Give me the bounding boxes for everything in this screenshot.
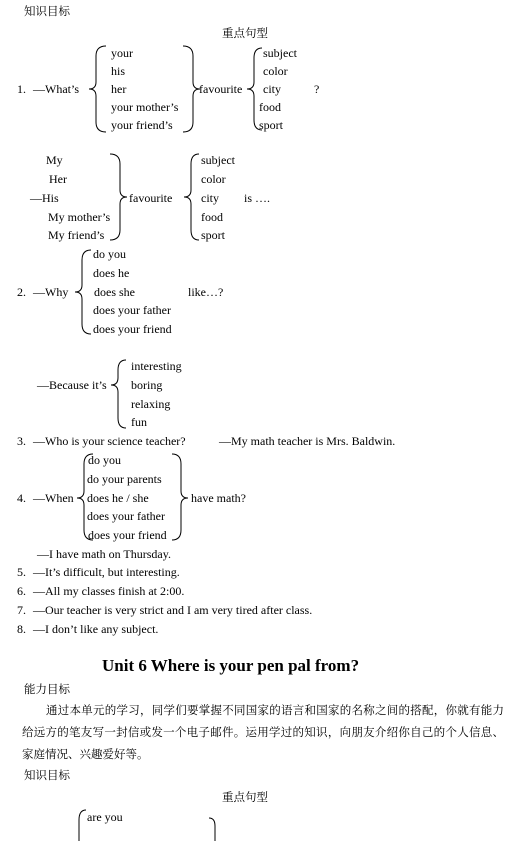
option: your [111, 46, 133, 60]
answer-lead: —His [30, 191, 59, 205]
item-number: 8. [17, 622, 26, 636]
option: city [263, 82, 281, 96]
option: My mother’s [48, 210, 111, 224]
option: food [201, 210, 223, 224]
option: sport [259, 118, 283, 132]
option: do you [93, 247, 126, 261]
intro-paragraph: 通过本单元的学习，同学们要掌握不同国家的语言和国家的名称之间的搭配，你就有能力给远方的笔友写一封信或发一个电子邮件。运用学过的知识，向朋友介绍你自己的个人信息、家庭情况、兴趣爱好等。 [22, 703, 504, 761]
sentence: —All my classes finish at 2:00. [33, 584, 185, 598]
keyword: favourite [129, 191, 173, 205]
left-brace [75, 250, 91, 334]
subheading: 重点句型 [222, 26, 268, 40]
option: does he / she [87, 491, 149, 505]
subheading: 重点句型 [222, 790, 268, 804]
option: sport [201, 228, 225, 242]
option: do you [88, 453, 121, 467]
left-brace [89, 46, 106, 132]
question-lead: —What’s [33, 82, 79, 96]
option: does your father [87, 509, 165, 523]
question-lead: —Why [33, 285, 69, 299]
option: Her [49, 172, 67, 186]
option: does he [93, 266, 130, 280]
item-number: 1. [17, 82, 26, 96]
left-brace [184, 154, 199, 240]
option: are you [87, 810, 123, 824]
option: My [46, 153, 63, 167]
item-number: 2. [17, 285, 26, 299]
option: subject [263, 46, 297, 60]
sentence: —Our teacher is very strict and I am very tired after class. [33, 603, 313, 617]
question-end: like…? [188, 285, 224, 299]
item-number: 5. [17, 565, 26, 579]
option: fun [131, 415, 147, 429]
right-brace [209, 818, 215, 841]
option: his [111, 64, 126, 78]
question-text: —Who is your science teacher? [33, 434, 186, 448]
sentence: —I don’t like any subject. [33, 622, 159, 636]
item-number: 4. [17, 491, 26, 505]
option: color [263, 64, 288, 78]
left-brace [79, 810, 86, 841]
right-brace [110, 154, 127, 240]
question-lead: —When [33, 491, 74, 505]
right-brace [172, 454, 188, 540]
section-heading: 能力目标 [24, 682, 70, 696]
right-brace [183, 46, 200, 132]
option: do your parents [87, 472, 162, 486]
option: does your friend [88, 528, 167, 542]
answer-lead: —Because it’s [37, 378, 107, 392]
option: your mother’s [111, 100, 179, 114]
option: boring [131, 378, 163, 392]
option: does she [94, 285, 135, 299]
answer-end: is …. [244, 191, 271, 205]
option: city [201, 191, 219, 205]
option: does your friend [93, 322, 172, 336]
option: color [201, 172, 226, 186]
section-heading: 知识目标 [24, 768, 70, 782]
item-number: 3. [17, 434, 26, 448]
option: her [111, 82, 127, 96]
option: subject [201, 153, 235, 167]
option: My friend’s [48, 228, 105, 242]
option: food [259, 100, 281, 114]
unit-title: Unit 6 Where is your pen pal from? [102, 656, 360, 675]
answer-text: —I have math on Thursday. [37, 547, 171, 561]
option: does your father [93, 303, 171, 317]
item-number: 7. [17, 603, 26, 617]
left-brace [111, 360, 126, 428]
question-end: have math? [191, 491, 246, 505]
keyword: favourite [199, 82, 243, 96]
option: your friend’s [111, 118, 173, 132]
answer-text: —My math teacher is Mrs. Baldwin. [219, 434, 396, 448]
question-mark: ? [314, 82, 320, 96]
item-number: 6. [17, 584, 26, 598]
option: interesting [131, 359, 182, 373]
section-heading: 知识目标 [24, 4, 70, 18]
sentence: —It’s difficult, but interesting. [33, 565, 180, 579]
option: relaxing [131, 397, 171, 411]
